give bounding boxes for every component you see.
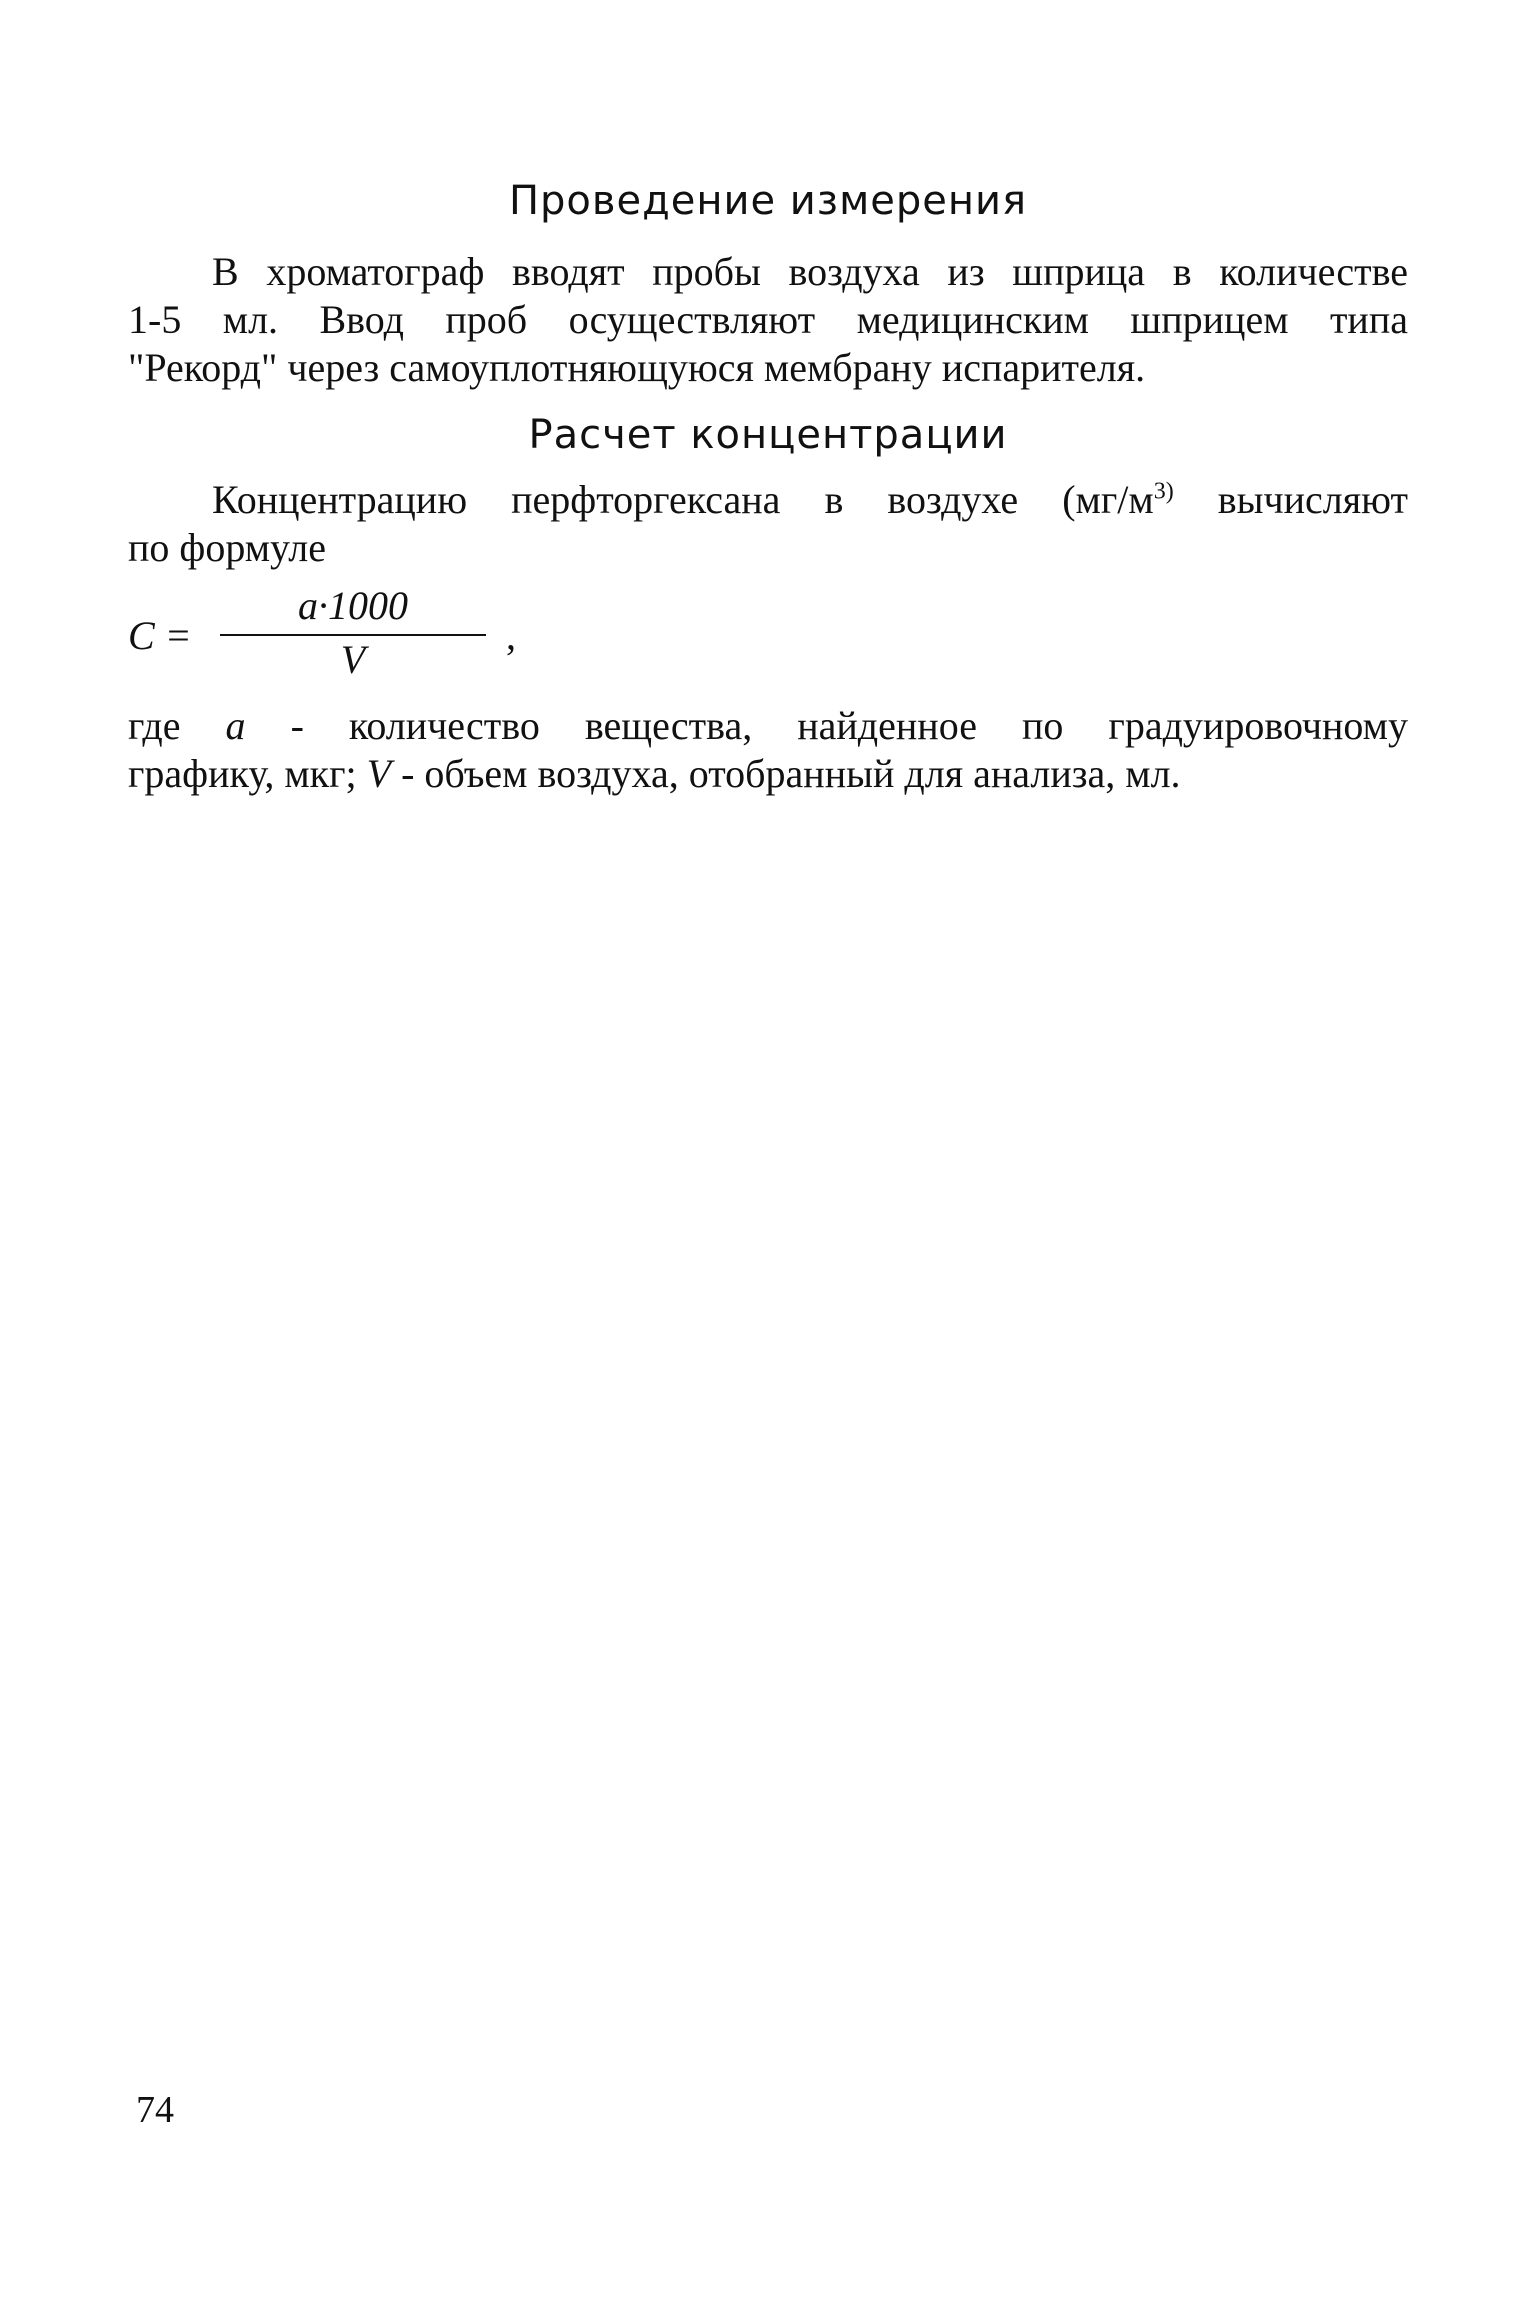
- legend-a-description: - количество вещества, найденное по градуировочному: [245, 703, 1408, 748]
- formula-legend-paragraph: [128, 702, 1408, 798]
- fraction-bar: [220, 634, 486, 636]
- legend-line2-prefix: графику, мкг;: [128, 751, 367, 796]
- section-heading-measurement: Проведение измерения: [508, 178, 1028, 224]
- intro-text-before-unit: Концентрацию перфторгексана в воздухе (мг/м: [212, 477, 1154, 522]
- formula-trailing-comma: ,: [506, 613, 516, 658]
- paragraph-line: по формуле: [128, 525, 326, 570]
- unit-superscript: 3): [1153, 478, 1174, 505]
- section-heading-calculation: Расчет концентрации: [528, 412, 1008, 458]
- variable-v: V: [366, 751, 392, 796]
- formula-denominator: V: [340, 637, 366, 682]
- concentration-formula: [128, 582, 528, 692]
- paragraph-line: [128, 476, 1408, 524]
- intro-text-after-unit: вычисляют: [1173, 477, 1408, 522]
- variable-a: a: [225, 703, 246, 748]
- paragraph-line: В хроматограф вводят пробы воздуха из шприца в количестве: [212, 249, 1408, 294]
- paragraph-line: 1-5 мл. Ввод проб осуществляют медицинским шприцем типа: [128, 297, 1408, 342]
- measurement-paragraph: [128, 248, 1408, 392]
- calculation-intro-paragraph: [128, 476, 1408, 572]
- page-number: 74: [136, 2089, 174, 2131]
- legend-prefix: где: [128, 703, 226, 748]
- paragraph-line: "Рекорд" через самоуплотняющуюся мембрану испарителя.: [128, 345, 1146, 390]
- paragraph-line: [128, 750, 1408, 798]
- formula-lhs: C =: [128, 613, 192, 658]
- paragraph-line: [128, 702, 1408, 750]
- formula-fraction: [220, 582, 486, 680]
- legend-v-description: - объем воздуха, отобранный для анализа, мл.: [391, 751, 1181, 796]
- formula-numerator: a·1000: [298, 583, 408, 628]
